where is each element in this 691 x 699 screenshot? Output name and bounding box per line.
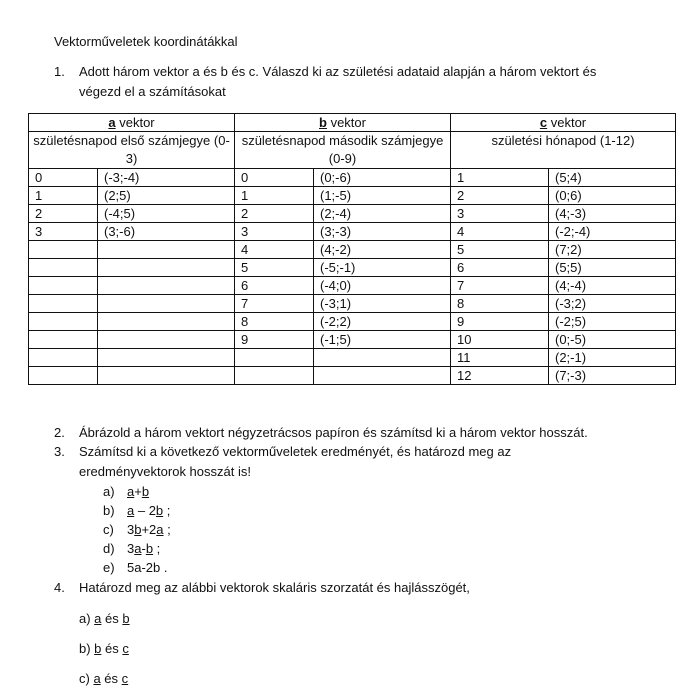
vector-pair-item: c) a és c (79, 671, 129, 686)
a-vector-index: 1 (29, 187, 98, 205)
table-row (29, 223, 676, 241)
b-vector-value: (2;-4) (314, 205, 451, 223)
b-vector-value: (3;-3) (314, 223, 451, 241)
task-3-text-line2: eredményvektorok hosszát is! (79, 464, 251, 479)
operation-label: c) (103, 522, 114, 537)
task-1-text-line1: Adott három vektor a és b és c. Válaszd ki az születési adataid alapján a három vektort és (79, 64, 597, 79)
b-vector-index: 2 (235, 205, 314, 223)
b-vector-index: 3 (235, 223, 314, 241)
operation-label: a) (103, 484, 115, 499)
c-vector-value: (4;-4) (549, 277, 676, 295)
a-vector-index (29, 331, 98, 349)
c-vector-value: (-3;2) (549, 295, 676, 313)
b-vector-index: 8 (235, 313, 314, 331)
task-4-number: 4. (54, 580, 65, 595)
b-vector-index: 9 (235, 331, 314, 349)
task-1-text-line2: végezd el a számításokat (79, 84, 226, 99)
c-vector-value: (5;5) (549, 259, 676, 277)
b-vector-value: (0;-6) (314, 169, 451, 187)
table-row (29, 277, 676, 295)
a-vector-value (98, 259, 235, 277)
task-3-number: 3. (54, 444, 65, 459)
c-vector-value: (7;-3) (549, 367, 676, 385)
b-vector-value: (-5;-1) (314, 259, 451, 277)
c-vector-index: 6 (451, 259, 549, 277)
c-vector-index: 12 (451, 367, 549, 385)
operation-expression: 5a-2b . (127, 560, 168, 575)
table-row (29, 169, 676, 187)
vector-pair-item: a) a és b (79, 611, 130, 626)
table-row (29, 205, 676, 223)
c-vector-value: (0;6) (549, 187, 676, 205)
b-vector-index: 6 (235, 277, 314, 295)
b-vector-value: (-2;2) (314, 313, 451, 331)
c-vector-value: (-2;5) (549, 313, 676, 331)
a-vector-index (29, 367, 98, 385)
b-vector-value: (-1;5) (314, 331, 451, 349)
b-vector-index (235, 367, 314, 385)
c-vector-index: 7 (451, 277, 549, 295)
task-4-text: Határozd meg az alábbi vektorok skaláris szorzatát és hajlásszögét, (79, 580, 470, 595)
a-vector-value (98, 349, 235, 367)
a-vector-header: a vektor (29, 114, 235, 132)
a-vector-value: (-4;5) (98, 205, 235, 223)
operation-label: e) (103, 560, 115, 575)
c-vector-header: c vektor (451, 114, 676, 132)
table-row (29, 367, 676, 385)
a-vector-index: 3 (29, 223, 98, 241)
b-vector-value (314, 367, 451, 385)
operation-expression: 3b+2a ; (127, 522, 171, 537)
a-vector-index (29, 259, 98, 277)
b-vector-index: 4 (235, 241, 314, 259)
task-3-text-line1: Számítsd ki a következő vektorműveletek eredményét, és határozd meg az (79, 444, 512, 459)
task-2-number: 2. (54, 425, 65, 440)
b-vector-index: 1 (235, 187, 314, 205)
a-vector-subtitle: születésnapod első számjegye (0-3) (29, 132, 235, 169)
table-row (29, 241, 676, 259)
b-vector-index: 0 (235, 169, 314, 187)
c-vector-index: 10 (451, 331, 549, 349)
a-vector-index (29, 295, 98, 313)
c-vector-index: 2 (451, 187, 549, 205)
c-vector-index: 9 (451, 313, 549, 331)
vector-pair-item: b) b és c (79, 641, 129, 656)
a-vector-index (29, 349, 98, 367)
task-1-number: 1. (54, 64, 65, 79)
c-vector-value: (7;2) (549, 241, 676, 259)
a-vector-index: 0 (29, 169, 98, 187)
table-row (29, 313, 676, 331)
a-vector-value: (-3;-4) (98, 169, 235, 187)
operation-label: d) (103, 541, 115, 556)
a-vector-value (98, 313, 235, 331)
c-vector-index: 3 (451, 205, 549, 223)
c-vector-index: 5 (451, 241, 549, 259)
a-vector-value (98, 331, 235, 349)
b-vector-index (235, 349, 314, 367)
table-row (29, 349, 676, 367)
operation-label: b) (103, 503, 115, 518)
b-vector-value: (4;-2) (314, 241, 451, 259)
b-vector-value: (-4;0) (314, 277, 451, 295)
vector-table (28, 113, 676, 385)
c-vector-index: 8 (451, 295, 549, 313)
c-vector-value: (4;-3) (549, 205, 676, 223)
b-vector-value: (1;-5) (314, 187, 451, 205)
c-vector-value: (2;-1) (549, 349, 676, 367)
a-vector-index (29, 277, 98, 295)
a-vector-index (29, 313, 98, 331)
c-vector-index: 11 (451, 349, 549, 367)
a-vector-value: (2;5) (98, 187, 235, 205)
c-vector-value: (0;-5) (549, 331, 676, 349)
c-vector-value: (-2;-4) (549, 223, 676, 241)
table-row (29, 331, 676, 349)
table-row (29, 295, 676, 313)
c-vector-subtitle: születési hónapod (1-12) (451, 132, 676, 169)
a-vector-value (98, 295, 235, 313)
b-vector-index: 7 (235, 295, 314, 313)
c-vector-value: (5;4) (549, 169, 676, 187)
b-vector-subtitle: születésnapod második számjegye (0-9) (235, 132, 451, 169)
b-vector-value: (-3;1) (314, 295, 451, 313)
task-2-text: Ábrázold a három vektort négyzetrácsos papíron és számítsd ki a három vektor hosszát. (79, 425, 588, 440)
a-vector-index (29, 241, 98, 259)
b-vector-header: b vektor (235, 114, 451, 132)
operation-expression: 3a-b ; (127, 541, 161, 556)
c-vector-index: 1 (451, 169, 549, 187)
c-vector-index: 4 (451, 223, 549, 241)
operation-expression: a+b (127, 484, 150, 499)
table-row (29, 259, 676, 277)
a-vector-value (98, 277, 235, 295)
a-vector-value: (3;-6) (98, 223, 235, 241)
a-vector-value (98, 367, 235, 385)
operation-expression: a – 2b ; (127, 503, 171, 518)
a-vector-value (98, 241, 235, 259)
document-title: Vektorműveletek koordinátákkal (54, 34, 238, 49)
b-vector-index: 5 (235, 259, 314, 277)
table-row (29, 187, 676, 205)
b-vector-value (314, 349, 451, 367)
a-vector-index: 2 (29, 205, 98, 223)
